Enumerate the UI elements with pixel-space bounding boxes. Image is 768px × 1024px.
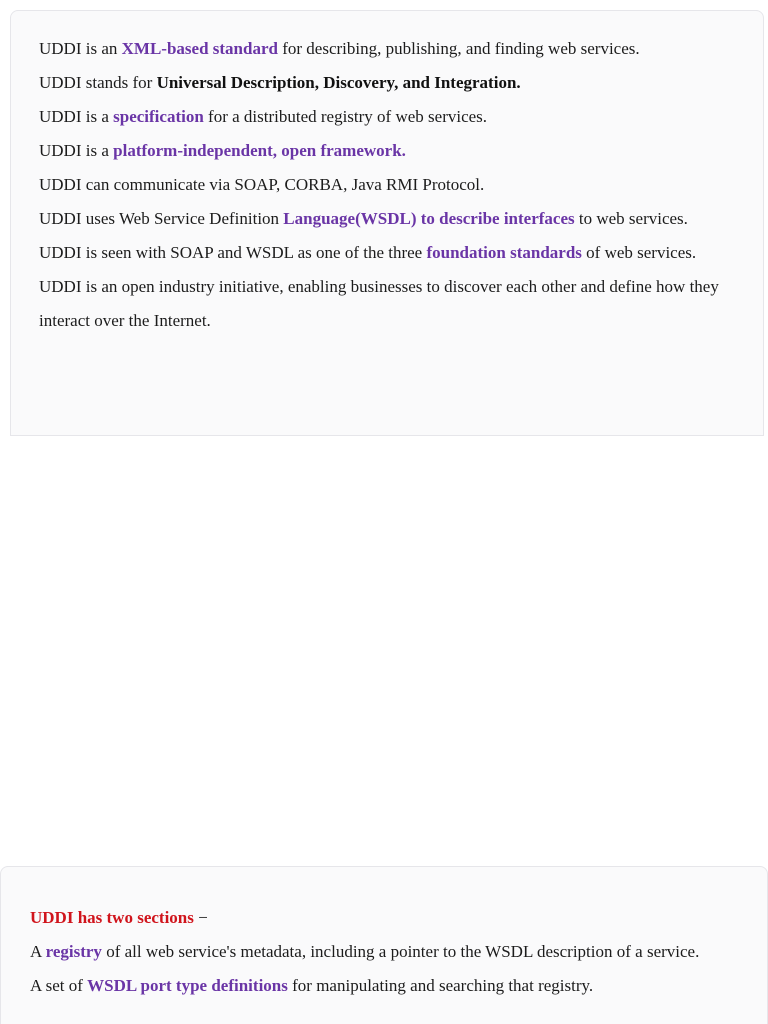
uddi-facts-card [10, 10, 764, 436]
section-highlight: registry [45, 942, 102, 961]
fact-text: UDDI uses Web Service Definition [39, 209, 284, 228]
fact-text: UDDI is an [39, 39, 122, 58]
fact-protocols [39, 168, 739, 202]
section-port-types [30, 969, 735, 1003]
fact-text: to web services. [574, 209, 688, 228]
sections-heading [30, 901, 735, 935]
uddi-facts-list [39, 32, 739, 338]
uddi-sections-list [30, 901, 735, 1003]
fact-text: UDDI stands for [39, 73, 157, 92]
section-text: of all web service's metadata, including a pointer to the WSDL description of a service. [101, 942, 700, 961]
uddi-sections-card [0, 866, 768, 1024]
section-text: for manipulating and searching that registry. [287, 976, 594, 995]
fact-highlight: specification [113, 107, 204, 126]
fact-text: UDDI is seen with SOAP and WSDL as one of the three [39, 243, 427, 262]
fact-text: of web services. [581, 243, 697, 262]
fact-wsdl [39, 202, 739, 236]
fact-text: for a distributed registry of web services. [203, 107, 488, 126]
sections-heading-dash: − [193, 908, 208, 927]
fact-highlight: foundation standards [426, 243, 582, 262]
fact-acronym [39, 66, 739, 100]
section-text: A [30, 942, 46, 961]
fact-highlight: XML-based standard [121, 39, 278, 58]
fact-industry-initiative [39, 270, 739, 338]
fact-xml-standard [39, 32, 739, 66]
fact-text: UDDI can communicate via SOAP, CORBA, Java RMI Protocol. [39, 175, 485, 194]
fact-text: UDDI is an open industry initiative, enabling businesses to discover each other and define how they interact over the Internet. [39, 277, 719, 330]
fact-highlight: platform-independent, open framework. [113, 141, 406, 160]
fact-highlight: Language(WSDL) to describe interfaces [283, 209, 575, 228]
section-highlight: WSDL port type definitions [87, 976, 288, 995]
fact-text: for describing, publishing, and finding web services. [277, 39, 640, 58]
fact-text: UDDI is a [39, 107, 114, 126]
section-registry [30, 935, 735, 969]
section-text: A set of [30, 976, 88, 995]
sections-heading-label: UDDI has two sections [30, 908, 194, 927]
fact-text: UDDI is a [39, 141, 114, 160]
fact-specification [39, 100, 739, 134]
fact-foundation-standards [39, 236, 739, 270]
fact-platform-independent [39, 134, 739, 168]
fact-bold: Universal Description, Discovery, and Integration. [156, 73, 521, 92]
